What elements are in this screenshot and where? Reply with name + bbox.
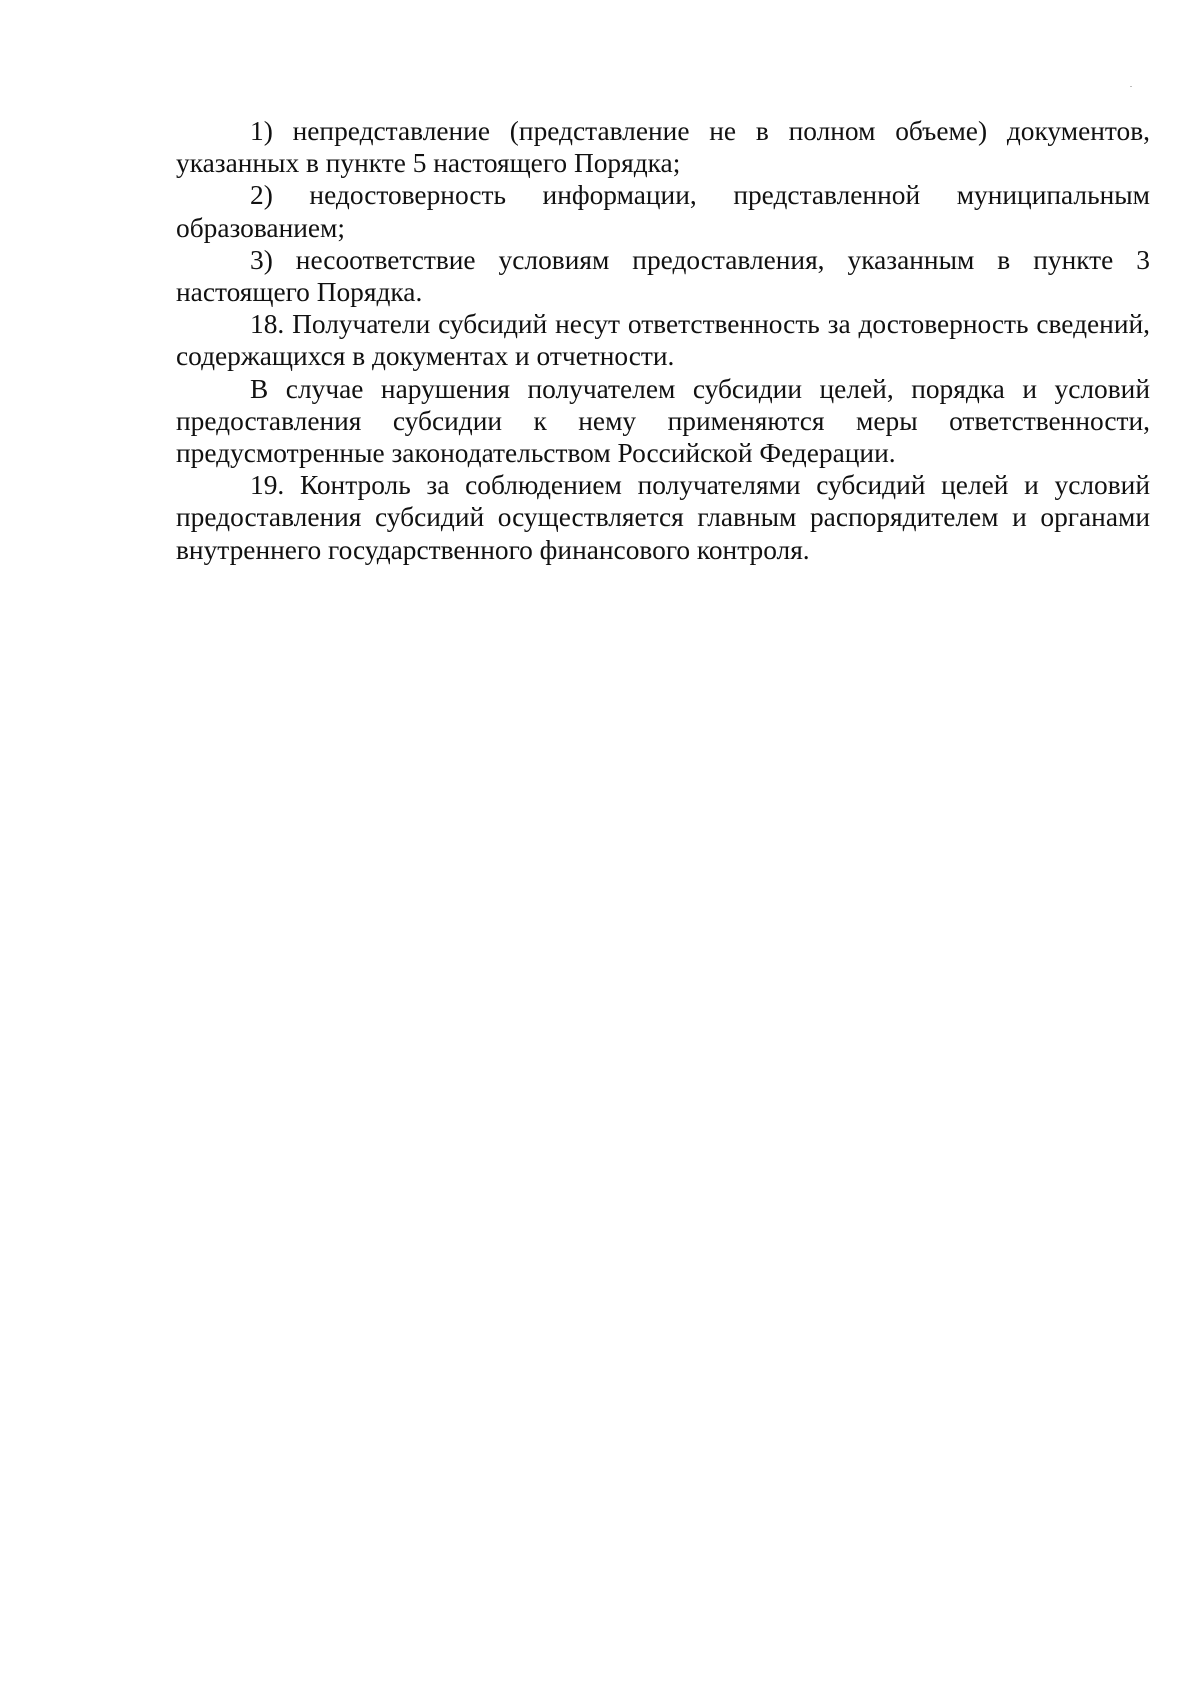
paragraph-liability: В случае нарушения получателем субсидии целей, порядка и условий предоставления субсидии к нему применяются меры ответственности, предусмотренные законодательством Российской Федерации. bbox=[176, 373, 1150, 469]
scan-artifact bbox=[1130, 86, 1132, 87]
document-body bbox=[176, 115, 1150, 566]
paragraph-item-1: 1) непредставление (представление не в полном объеме) документов, указанных в пункте 5 настоящего Порядка; bbox=[176, 116, 1150, 179]
paragraph-item-2: 2) недостоверность информации, представленной муниципальным образованием; bbox=[176, 180, 1150, 243]
paragraph-clause-19: 19. Контроль за соблюдением получателями субсидий целей и условий предоставления субсидий осуществляется главным распорядителем и органами внутреннего государственного финансового контроля. bbox=[176, 470, 1150, 565]
paragraph-item-3: 3) несоответствие условиям предоставления, указанным в пункте 3 настоящего Порядка. bbox=[176, 244, 1150, 308]
paragraph-clause-18: 18. Получатели субсидий несут ответственность за достоверность сведений, содержащихся в документах и отчетности. bbox=[176, 309, 1150, 372]
